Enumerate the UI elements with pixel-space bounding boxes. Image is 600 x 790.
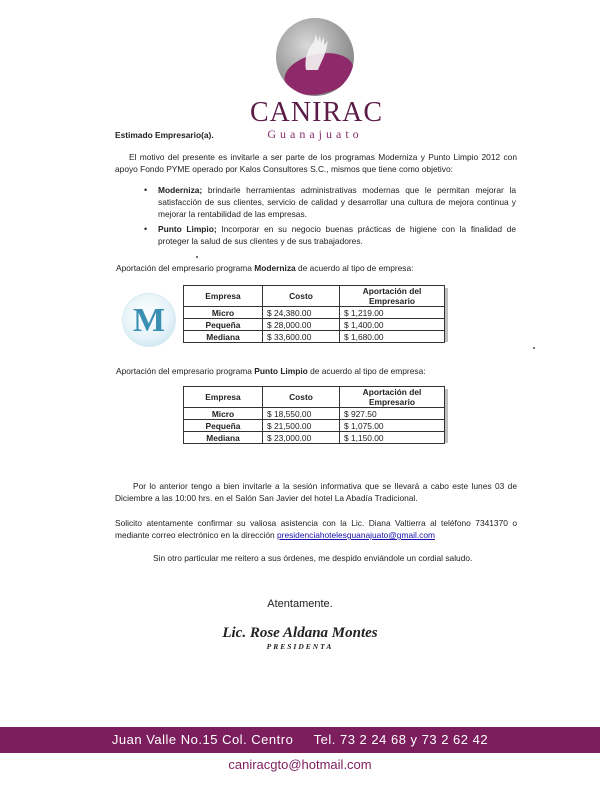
list-item: • Moderniza; brindarle herramientas administrativas modernas que le permitan mejorar la satisfacción de sus clientes, servicio de calidad y desarrollar una cultura de mejora continua y mejorar la rentabilidad de las empresas. — [144, 185, 516, 219]
logo-brand-text: CANIRAC — [250, 97, 384, 128]
confirm-paragraph: Solicito atentamente confirmar su valiosa asistencia con la Lic. Diana Valtierra al teléfono 7341370 o mediante correo electrónico en la dirección presidenciahotelesguanajuato@gmail.com — [115, 518, 517, 540]
confirm-email-link[interactable]: presidenciahotelesguanajuato@gmail.com — [277, 530, 435, 540]
objective-name: Punto Limpio; — [158, 224, 217, 234]
stray-dot — [196, 256, 198, 258]
signer-role: PRESIDENTA — [266, 642, 334, 651]
table-row: Micro $ 18,550.00 $ 927.50 — [184, 408, 445, 420]
table-header-row — [184, 387, 445, 408]
table-row: Mediana $ 23,000.00 $ 1,150.00 — [184, 432, 445, 444]
column-header: Costo — [263, 387, 340, 408]
column-header: Empresa — [184, 286, 263, 307]
objective-text: brindarle herramientas administrativas modernas que le permitan mejorar la satisfacción de sus clientes, servicio de calidad y desarrollar una cultura de mejora continua y mejorar la rentabilidad de las empresas. — [158, 185, 516, 219]
table-row: Micro $ 24,380.00 $ 1,219.00 — [184, 307, 445, 319]
table-row: Pequeña $ 21,500.00 $ 1,075.00 — [184, 420, 445, 432]
stray-dot — [533, 347, 535, 349]
footer-bar — [0, 727, 600, 753]
table-row: Pequeña $ 28,000.00 $ 1,400.00 — [184, 319, 445, 331]
invitation-paragraph: Por lo anterior tengo a bien invitarle a la sesión informativa que se llevará a cabo este lunes 03 de Diciembre a las 10:00 hrs. en el Salón San Javier del hotel La Abadía Tradicional. — [115, 481, 517, 503]
list-item: • Punto Limpio; Incorporar en su negocio buenas prácticas de higiene con la finalidad de proteger la salud de sus clientes y de sus trabajadores. — [144, 224, 516, 246]
footer-email: caniracgto@hotmail.com — [228, 757, 372, 772]
logo-location-text: Guanajuato — [267, 127, 363, 141]
punto-limpio-table — [183, 386, 445, 444]
intro-paragraph: El motivo del presente es invitarle a ser parte de los programas Moderniza y Punto Limpio 2012 con apoyo Fondo PYME operado por Kalos Consultores S.C., mismos que tiene como objetivo: — [115, 152, 517, 174]
logo-emblem-icon — [276, 18, 354, 96]
table-row: Mediana $ 33,600.00 $ 1,680.00 — [184, 331, 445, 343]
objective-name: Moderniza; — [158, 185, 203, 195]
column-header: Empresa — [184, 387, 263, 408]
footer-address: Juan Valle No.15 Col. Centro Tel. 73 2 24 68 y 73 2 62 42 — [111, 732, 489, 747]
moderniza-table — [183, 285, 445, 343]
closing-line: Sin otro particular me reitero a sus órdenes, me despido enviándole un cordial saludo. — [153, 553, 473, 563]
column-header: Aportación del Empresario — [340, 387, 445, 408]
sign-off: Atentamente. — [267, 598, 333, 610]
column-header: Costo — [263, 286, 340, 307]
moderniza-caption: Aportación del empresario programa Moderniza de acuerdo al tipo de empresa: — [116, 263, 414, 273]
table-header-row — [184, 286, 445, 307]
signer-name: Lic. Rose Aldana Montes — [222, 625, 378, 641]
greeting: Estimado Empresario(a). — [115, 130, 214, 140]
objectives-list — [144, 184, 516, 250]
punto-limpio-caption: Aportación del empresario programa Punto Limpio de acuerdo al tipo de empresa: — [116, 366, 426, 376]
objective-text: Incorporar en su negocio buenas prácticas de higiene con la finalidad de proteger la salud de sus clientes y de sus trabajadores. — [158, 224, 516, 246]
canirac-logo — [250, 18, 384, 141]
column-header: Aportación del Empresario — [340, 286, 445, 307]
moderniza-logo-icon: M — [122, 293, 176, 347]
